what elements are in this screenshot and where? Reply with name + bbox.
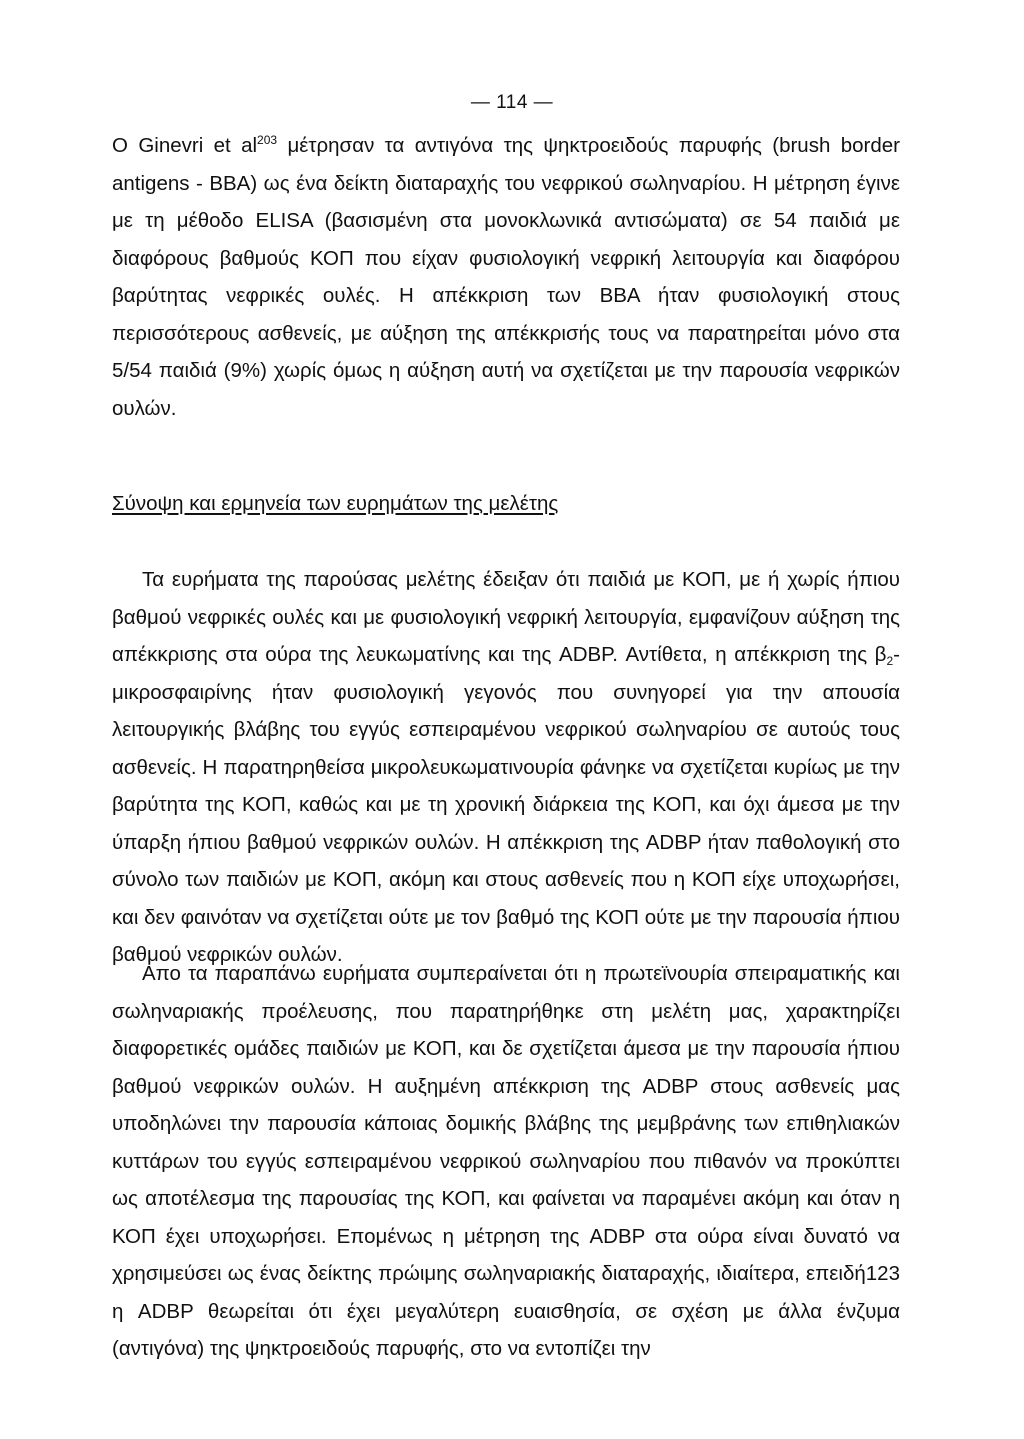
paragraph-text-rest: μέτρησαν τα αντιγόνα της ψηκτροειδούς παρυφής (brush border antigens - BBA) ως ένα δείκτη διαταραχής του νεφρικού σωληναρίου. Η μέτρηση έγινε με τη μέθοδο ELISA (βασισμένη στα μονοκλωνικά αντισώματα) σε 54 παιδιά με διαφόρους βαθμούς ΚΟΠ που είχαν φυσιολογική νεφρική λειτουργία και διαφόρου βαρύτητας νεφρικές ουλές. Η απέκκριση των ΒΒΑ ήταν φυσιολογική στους περισσότερους ασθενείς, με αύξηση της απέκκρισής τους να παρατηρείται μόνο στα 5/54 παιδιά (9%) χωρίς όμως η αύξηση αυτή να σχετίζεται με την παρουσία νεφρικών ουλών. — [112, 134, 900, 420]
paragraph-text — [112, 127, 900, 427]
paragraph-text: Απο τα παραπάνω ευρήματα συμπεραίνεται ότι η πρωτεϊνουρία σπειραματικής και σωληναριακής προέλευσης, που παρατηρήθηκε στη μελέτη μας, χαρακτηρίζει διαφορετικές ομάδες παιδιών με ΚΟΠ, και δε σχετίζεται άμεσα με την παρουσία ήπιου βαθμού νεφρικών ουλών. Η αυξημένη απέκκριση της ADBP στους ασθενείς μας υποδηλώνει την παρουσία κάποιας δομικής βλάβης της μεμβράνης των επιθηλιακών κυττάρων του εγγύς εσπειραμένου νεφρικού σωληναρίου που πιθανόν να προκύπτει ως αποτέλεσμα της παρουσίας της ΚΟΠ, και φαίνεται να παραμένει ακόμη και όταν η ΚΟΠ έχει υποχωρήσει. Επομένως η μέτρηση της ADBP στα ούρα είναι δυνατό να χρησιμεύσει ως ένας δείκτης πρώιμης σωληναριακής διαταραχής, ιδιαίτερα, επειδή123 η ADBP θεωρείται ότι έχει μεγαλύτερη ευαισθησία, σε σχέση με άλλα ένζυμα (αντιγόνα) της ψηκτροειδούς παρυφής, στο να εντοπίζει την — [112, 962, 900, 1360]
paragraph-ginevri — [112, 127, 900, 427]
page-number: — 114 — — [470, 92, 554, 113]
paragraph-findings — [112, 561, 900, 974]
section-heading: Σύνοψη και ερμηνεία των ευρημάτων της μελέτης — [112, 492, 559, 515]
reference-number: 203 — [257, 133, 278, 147]
paragraph-conclusions — [112, 955, 900, 1368]
paragraph-text-rest: -μικροσφαιρίνης ήταν φυσιολογική γεγονός που συνηγορεί για την απουσία λειτουργικής βλάβης του εγγύς εσπειραμένου νεφρικού σωληναρίου σε αυτούς τους ασθενείς. Η παρατηρηθείσα μικρολευκωματινουρία φάνηκε να σχετίζεται κυρίως με την βαρύτητα της ΚΟΠ, καθώς και με τη χρονική διάρκεια της ΚΟΠ, και όχι άμεσα με την ύπαρξη ήπιου βαθμού νεφρικών ουλών. Η απέκκριση της ADBP ήταν παθολογική στο σύνολο των παιδιών με ΚΟΠ, ακόμη και στους ασθενείς που η ΚΟΠ είχε υποχωρήσει, και δεν φαινόταν να σχετίζεται ούτε με τον βαθμό της ΚΟΠ ούτε με την παρουσία ήπιου βαθμού νεφρικών ουλών. — [112, 643, 900, 966]
paragraph-text-start: Ο Ginevri et al — [112, 134, 258, 157]
paragraph-text — [112, 561, 900, 974]
paragraph-text-start: Τα ευρήματα της παρούσας μελέτης έδειξαν ότι παιδιά με ΚΟΠ, με ή χωρίς ήπιου βαθμού νεφρικές ουλές και με φυσιολογική νεφρική λειτουργία, εμφανίζουν αύξηση της απέκκρισης στα ούρα της λευκωματίνης και της ADBP. Αντίθετα, η απέκκριση της β — [112, 568, 900, 666]
beta-subscript: 2 — [886, 654, 894, 668]
